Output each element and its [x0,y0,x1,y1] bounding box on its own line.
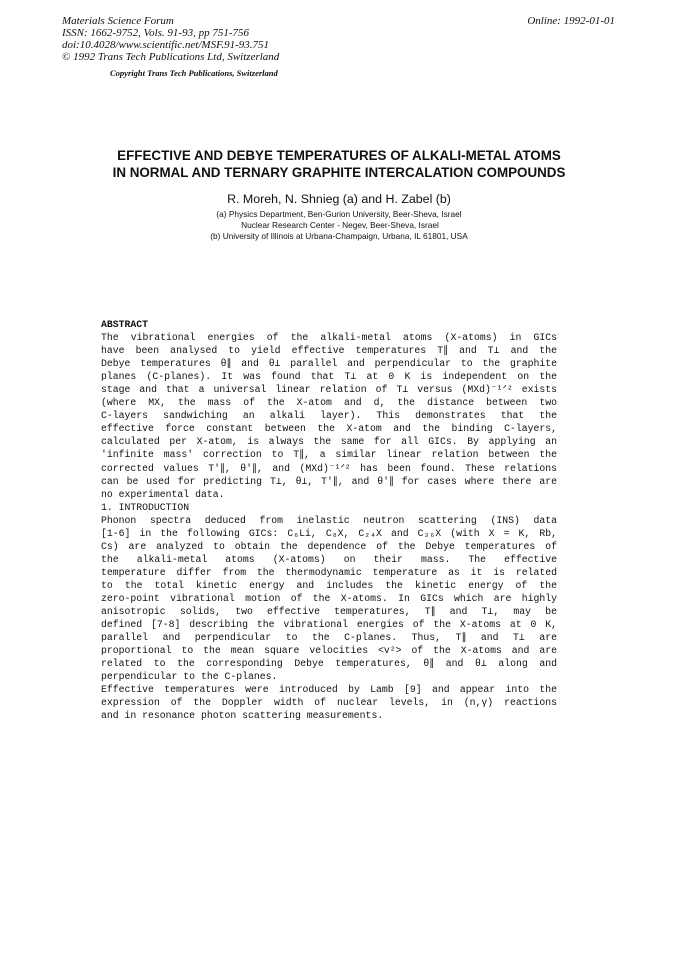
copyright-line: © 1992 Trans Tech Publications Ltd, Switzerland [62,51,280,63]
abstract-line: corrected values T′∥, θ′∥, and (MXd)⁻¹ᐟ² has been found. These relations [101,462,557,474]
introduction-line: and in resonance photon scattering measurements. [101,710,384,722]
affiliation-a: (a) Physics Department, Ben-Gurion University, Beer-Sheva, Israel [216,209,462,219]
introduction-line: proportional to the mean square velocities <v²> of the X-atoms and are [101,645,557,657]
affiliation-a-2: Nuclear Research Center - Negev, Beer-Sheva, Israel [241,220,439,230]
online-date: Online: 1992-01-01 [527,15,615,27]
introduction-line: zero-point vibrational motion of the X-atoms. In GICs which are highly [101,592,557,604]
affiliations [0,209,678,242]
introduction-line: Effective temperatures were introduced by Lamb [9] and appear into the [101,684,557,696]
abstract-line: planes (C-planes). It was found that T⊥ at 0 K is independent on the [101,371,557,383]
abstract-line: can be used for predicting T⊥, θ⊥, T′∥, and θ′∥ for cases where there are [101,475,557,487]
body-text [101,318,557,722]
introduction-line: the alkali-metal atoms (X-atoms) on their mass. The effective [101,553,557,565]
abstract-line: Debye temperatures θ∥ and θ⊥ parallel and perpendicular to the graphite [101,358,557,370]
introduction-line: Phonon spectra deduced from inelastic neutron scattering (INS) data [101,514,557,526]
abstract-body [101,331,557,501]
introduction-line: [1-6] in the following GICs: C₆Li, C₈X, C₂₄X and C₃₆X (with X = K, Rb, [101,527,557,539]
affiliation-b: (b) University of Illinois at Urbana-Champaign, Urbana, IL 61801, USA [210,231,468,241]
introduction-line: anisotropic solids, two effective temperatures, T∥ and T⊥, may be [101,606,557,618]
abstract-line: no experimental data. [101,488,225,500]
abstract-line: effective force constant between the X-atom and the binding C-layers, [101,423,557,435]
paper-title [0,147,678,181]
abstract-line: 'infinite mass' correction to T∥, a similar linear relation between the [101,449,557,461]
introduction-line: parallel and perpendicular to the C-planes. Thus, T∥ and T⊥ are [101,632,557,644]
introduction-line: Cs) are analyzed to obtain the dependence of the Debye temperatures of [101,540,557,552]
issn-line: ISSN: 1662-9752, Vols. 91-93, pp 751-756 [62,27,249,39]
doi-line: doi:10.4028/www.scientific.net/MSF.91-93.751 [62,39,270,51]
abstract-line: stage and that a universal linear relation of T⊥ versus (MXd)⁻¹ᐟ² exists [101,384,557,396]
abstract-line: The vibrational energies of the alkali-metal atoms (X-atoms) in GICs [101,332,557,344]
introduction-line: perpendicular to the C-planes. [101,671,278,683]
introduction-line: defined [7-8] describing the vibrational energies of the X-atoms at 0 K, [101,619,557,631]
journal-header [62,15,279,63]
introduction-body [101,514,557,723]
introduction-line: temperature differ from the thermodynamic temperature as it is related [101,566,557,578]
introduction-line: to the total kinetic energy and includes the kinetic energy of the [101,579,557,591]
abstract-heading: ABSTRACT [101,319,149,330]
abstract-line: (where MX, the mass of the X-atom and d, the distance between two [101,397,557,409]
abstract-line: C-layers sandwiching an alkali layer). This demonstrates that the [101,410,557,422]
authors: R. Moreh, N. Shnieg (a) and H. Zabel (b) [227,192,451,206]
introduction-heading: 1. INTRODUCTION [101,501,190,513]
abstract-line: have been analysed to yield effective temperatures T∥ and T⊥ and the [101,345,557,357]
title-line-2: IN NORMAL AND TERNARY GRAPHITE INTERCALATION COMPOUNDS [112,165,566,180]
title-line-1: EFFECTIVE AND DEBYE TEMPERATURES OF ALKALI-METAL ATOMS [117,148,561,163]
publisher-copyright: Copyright Trans Tech Publications, Switzerland [110,68,278,78]
introduction-line: related to the corresponding Debye temperatures, θ∥ and θ⊥ along and [101,658,557,670]
journal-name: Materials Science Forum [62,15,174,27]
introduction-line: expression of the Doppler width of nuclear levels, in (n,γ) reactions [101,697,557,709]
abstract-line: calculated per X-atom, is always the same for all GICs. By applying an [101,436,557,448]
